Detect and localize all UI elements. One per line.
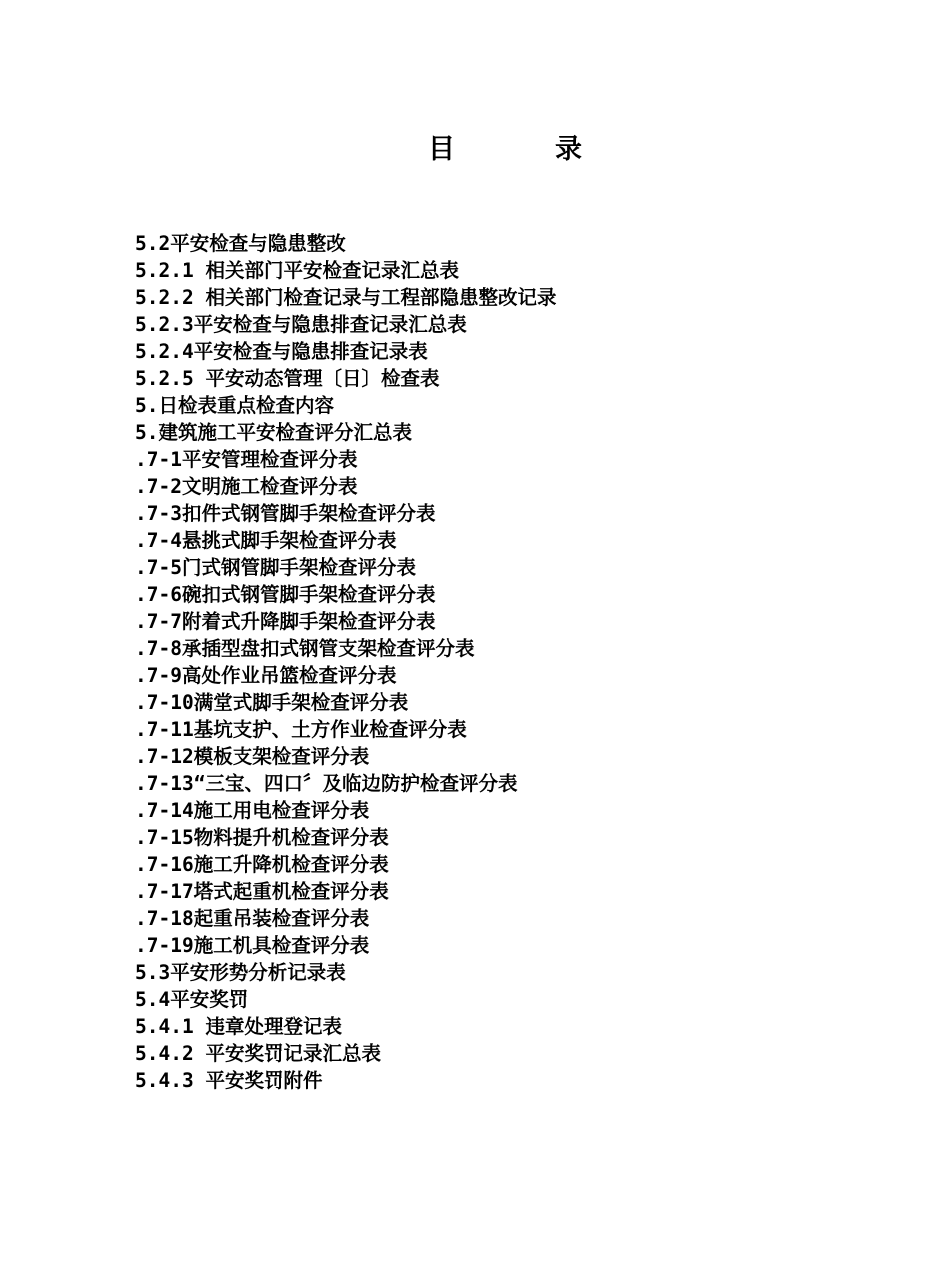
title-char-2: 录 xyxy=(555,134,582,165)
toc-item: 5.4.2 平安奖罚记录汇总表 xyxy=(135,1042,381,1065)
toc-item: 5.日检表重点检查内容 xyxy=(135,394,334,417)
toc-item: 5.2.5 平安动态管理〔日〕检查表 xyxy=(135,367,440,390)
toc-item: 5.2.2 相关部门检查记录与工程部隐患整改记录 xyxy=(135,286,557,309)
toc-item: .7-6碗扣式钢管脚手架检查评分表 xyxy=(135,583,436,606)
toc-item: 5.2.1 相关部门平安检查记录汇总表 xyxy=(135,259,459,282)
title-char-1: 目 xyxy=(428,134,455,165)
toc-item: 5.4.3 平安奖罚附件 xyxy=(135,1069,323,1092)
toc-item: .7-4悬挑式脚手架检查评分表 xyxy=(135,529,397,552)
toc-item: .7-18起重吊装检查评分表 xyxy=(135,907,370,930)
page-title xyxy=(0,128,950,172)
toc-item: .7-16施工升降机检查评分表 xyxy=(135,853,389,876)
toc-item: .7-12模板支架检查评分表 xyxy=(135,745,370,768)
toc-item: .7-8承插型盘扣式钢管支架检查评分表 xyxy=(135,637,475,660)
toc-item: .7-17塔式起重机检查评分表 xyxy=(135,880,389,903)
toc-item: 5.4平安奖罚 xyxy=(135,988,249,1011)
toc-item: .7-15物料提升机检查评分表 xyxy=(135,826,389,849)
toc-item: 5.4.1 违章处理登记表 xyxy=(135,1015,342,1038)
toc-item: .7-10满堂式脚手架检查评分表 xyxy=(135,691,409,714)
toc-item: .7-3扣件式钢管脚手架检查评分表 xyxy=(135,502,436,525)
toc-item: 5.2.4平安检查与隐患排查记录表 xyxy=(135,340,428,363)
toc-item: .7-9高处作业吊篮检查评分表 xyxy=(135,664,397,687)
toc-item: .7-7附着式升降脚手架检查评分表 xyxy=(135,610,436,633)
toc-item: .7-13“三宝、四口〞及临边防护检查评分表 xyxy=(135,772,518,795)
toc-item: 5.建筑施工平安检查评分汇总表 xyxy=(135,421,412,444)
toc-item: 5.3平安形势分析记录表 xyxy=(135,961,346,984)
toc-item: 5.2平安检查与隐患整改 xyxy=(135,232,346,255)
toc-item: 5.2.3平安检查与隐患排查记录汇总表 xyxy=(135,313,467,336)
toc-item: .7-11基坑支护、土方作业检查评分表 xyxy=(135,718,467,741)
toc-item: .7-2文明施工检查评分表 xyxy=(135,475,358,498)
toc-item: .7-1平安管理检查评分表 xyxy=(135,448,358,471)
toc-item: .7-19施工机具检查评分表 xyxy=(135,934,370,957)
toc-item: .7-5门式钢管脚手架检查评分表 xyxy=(135,556,416,579)
table-of-contents xyxy=(135,230,556,1094)
toc-item: .7-14施工用电检查评分表 xyxy=(135,799,370,822)
